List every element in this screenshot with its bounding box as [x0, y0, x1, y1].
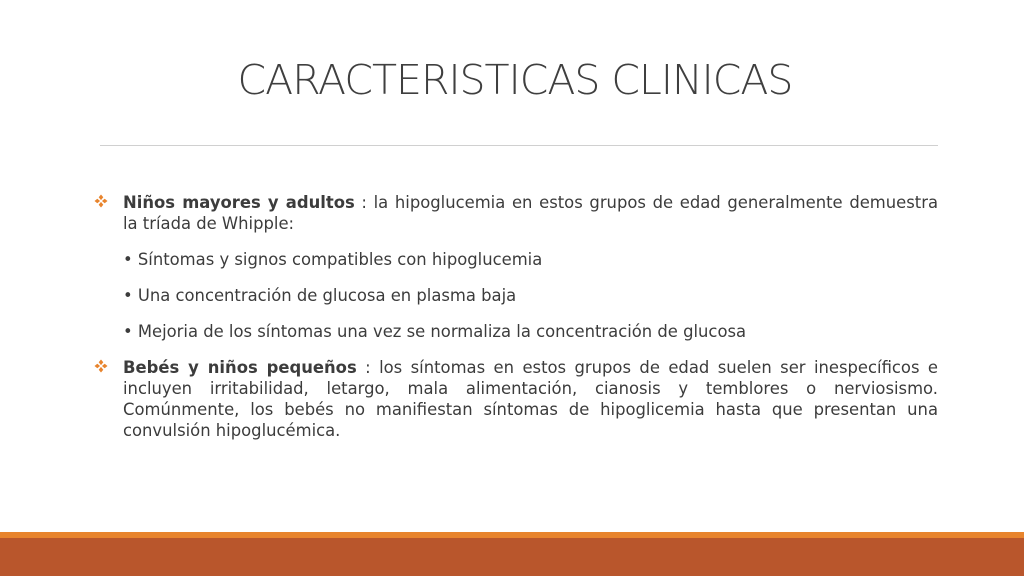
bullet-heading: Bebés y niños pequeños — [123, 358, 357, 377]
slide-title: CARACTERISTICAS CLINICAS — [237, 56, 793, 104]
bullet-bebes — [94, 357, 938, 441]
sub-item: • Síntomas y signos compatibles con hipoglucemia — [123, 250, 543, 269]
bullet-heading: Niños mayores y adultos — [123, 193, 355, 212]
diamond-bullet-icon — [94, 359, 108, 373]
slide-content — [94, 192, 938, 456]
diamond-bullet-icon — [94, 194, 108, 208]
sub-item: • Una concentración de glucosa en plasma baja — [123, 286, 517, 305]
title-divider — [100, 145, 938, 146]
footer-bar — [0, 538, 1024, 576]
bullet-text: : los síntomas en estos grupos de edad suelen ser inespecíficos e incluyen irritabilidad, letargo, mala alimentación, cianosis y temblores o nerviosismo. Comúnmente, los bebés no manifiestan síntomas de hipoglicemia hasta que presentan una convulsión hipoglucémica. — [123, 358, 938, 440]
bullet-text: : la hipoglucemia en estos grupos de edad generalmente demuestra la tríada de Whipple: — [123, 193, 938, 233]
bullet-ninos-mayores — [94, 192, 938, 234]
sub-item: • Mejoria de los síntomas una vez se normaliza la concentración de glucosa — [123, 322, 747, 341]
